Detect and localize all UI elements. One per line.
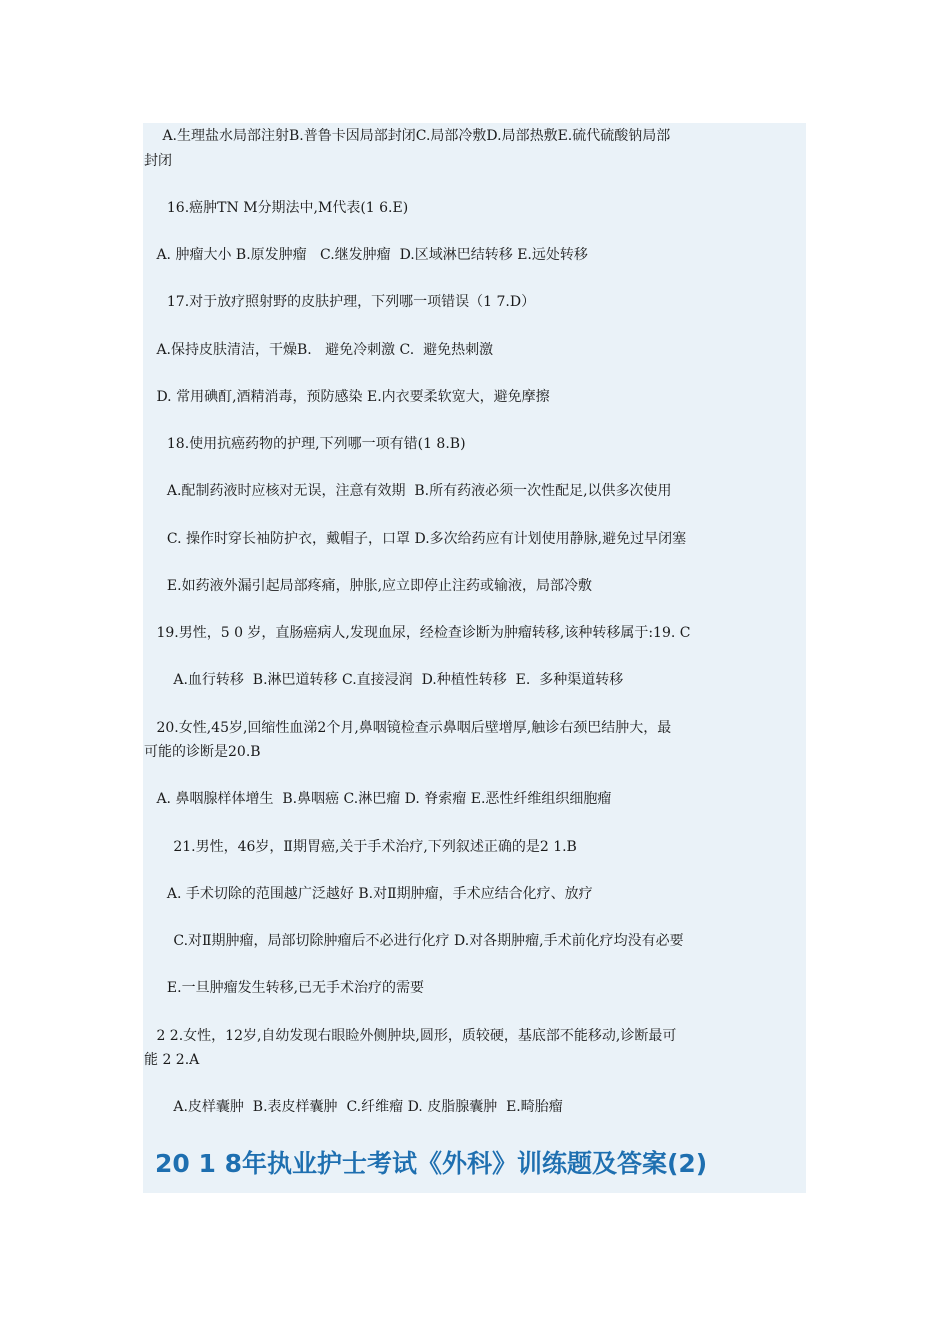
question-19: 19.男性，5 0 岁，直肠癌病人,发现血尿，经检查诊断为肿瘤转移,该种转移属于:19. C [152, 625, 691, 641]
options-17: D. 常用碘酊,酒精消毒，预防感染 E.内衣要柔软宽大，避免摩擦 [152, 389, 550, 405]
question-21: 21.男性，46岁，Ⅱ期胃癌,关于手术治疗,下列叙述正确的是2 1.B [160, 839, 577, 855]
question-20: 可能的诊断是20.B [144, 744, 261, 760]
question-16: 16.癌肿TN M分期法中,M代表(1 6.E) [158, 200, 409, 216]
options-18: C. 操作时穿长袖防护衣，戴帽子，口罩 D.多次给药应有计划使用静脉,避免过早闭塞 [158, 531, 687, 547]
question-22: 2 2.女性，12岁,自幼发现右眼睑外侧肿块,圆形，质较硬，基底部不能移动,诊断最可 [152, 1028, 677, 1044]
options-18: A.配制药液时应核对无误，注意有效期 B.所有药液必须一次性配足,以供多次使用 [158, 483, 672, 499]
options-21: C.对Ⅱ期肿瘤，局部切除肿瘤后不必进行化疗 D.对各期肿瘤,手术前化疗均没有必要 [160, 933, 684, 949]
section-title: 20 1 8年执业护士考试《外科》训练题及答案(2) [155, 1149, 708, 1178]
text-line: A.生理盐水局部注射B.普鲁卡因局部封闭C.局部冷敷D.局部热敷E.硫代硫酸钠局部 [158, 128, 671, 144]
options-21: E.一旦肿瘤发生转移,已无手术治疗的需要 [158, 980, 425, 996]
options-16: A. 肿瘤大小 B.原发肿瘤 C.继发肿瘤 D.区域淋巴结转移 E.远处转移 [152, 247, 588, 263]
options-18: E.如药液外漏引起局部疼痛，肿胀,应立即停止注药或输液，局部冷敷 [158, 578, 593, 594]
options-17: A.保持皮肤清洁，干燥B. 避免冷刺激 C. 避免热刺激 [152, 342, 494, 358]
question-17: 17.对于放疗照射野的皮肤护理，下列哪一项错误（1 7.D） [158, 294, 536, 310]
options-20: A. 鼻咽腺样体增生 B.鼻咽癌 C.淋巴瘤 D. 脊索瘤 E.恶性纤维组织细胞瘤 [152, 791, 612, 807]
question-20: 20.女性,45岁,回缩性血涕2个月,鼻咽镜检查示鼻咽后壁增厚,触诊右颈巴结肿大，最 [152, 720, 672, 736]
options-19: A.血行转移 B.淋巴道转移 C.直接浸润 D.种植性转移 E. 多种渠道转移 [160, 672, 624, 688]
options-22: A.皮样囊肿 B.表皮样囊肿 C.纤维瘤 D. 皮脂腺囊肿 E.畸胎瘤 [160, 1099, 563, 1115]
question-22: 能 2 2.A [144, 1052, 200, 1068]
text-line: 封闭 [144, 153, 172, 169]
options-21: A. 手术切除的范围越广泛越好 B.对Ⅱ期肿瘤，手术应结合化疗、放疗 [158, 886, 593, 902]
question-18: 18.使用抗癌药物的护理,下列哪一项有错(1 8.B) [158, 436, 466, 452]
